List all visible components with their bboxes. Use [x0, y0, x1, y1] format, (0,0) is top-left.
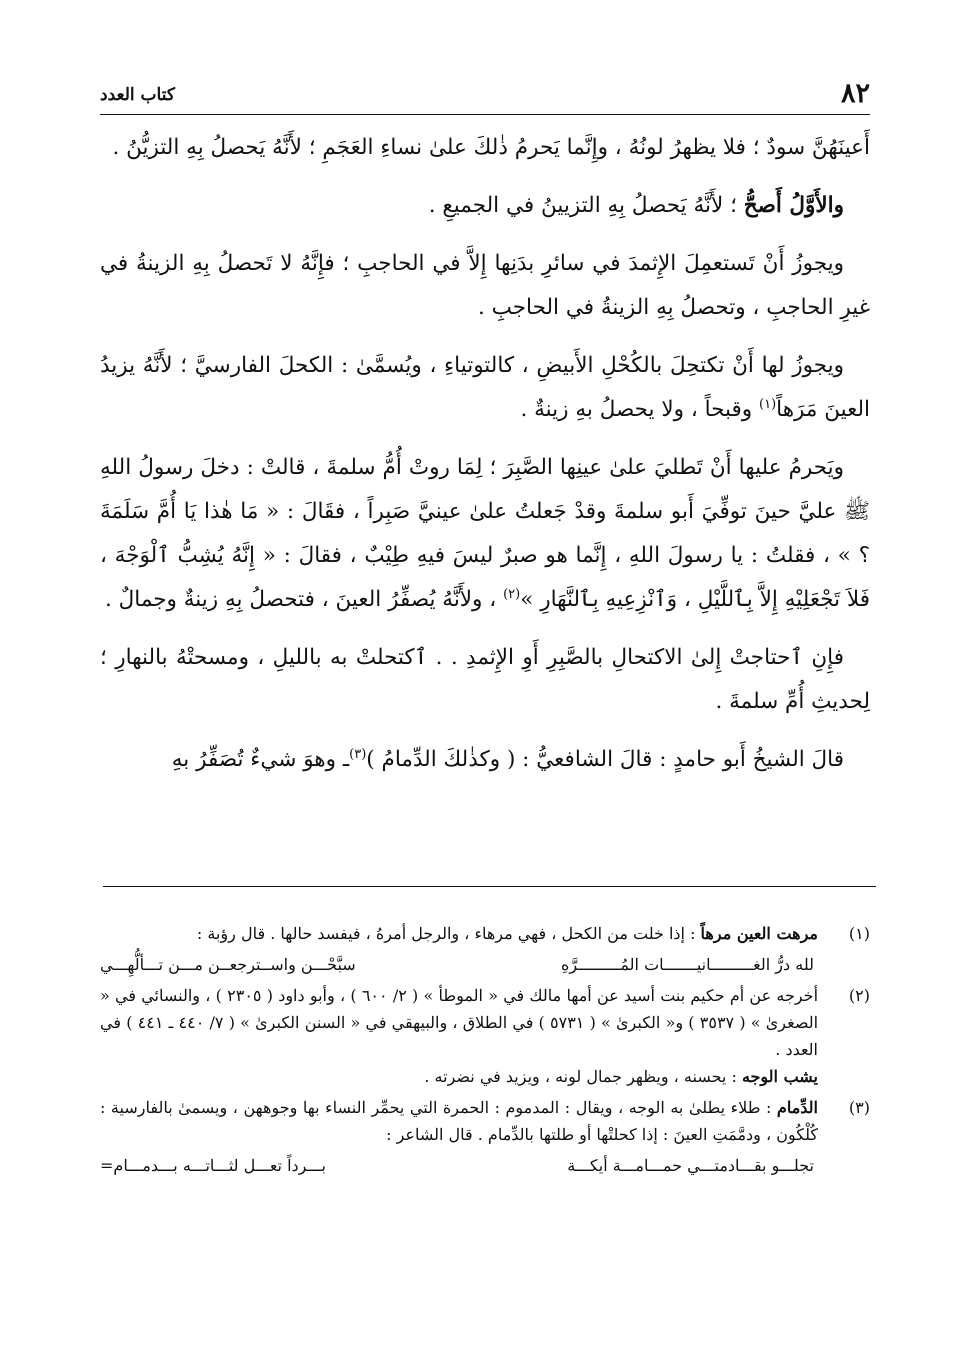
footnote-separator	[103, 886, 876, 887]
paragraph-7	[100, 738, 870, 782]
paragraph-4-text-a: ويجوزُ لها أَنْ تكتحِلَ بالكُحْلِ الأَبيضِ ، كالتوتياءِ ، ويُسمَّىٰ : الكحلَ الفارسيَّ ؛ لأَنَّهُ يزيدُ العينَ مَرَهاً	[100, 353, 870, 422]
footnote-ref-3[interactable]: (٣)	[349, 746, 367, 762]
footnote-term: الدِّمام	[776, 1098, 818, 1117]
paragraph-3-text: ويجوزُ أَنْ تَستعمِلَ الإِثمدَ في سائرِ بدَنِها إِلاَّ في الحاجبِ ؛ فإِنَّهُ لا تَحصلُ بِهِ الزينةُ في غيرِ الحاجبِ ، وتحصلُ بِهِ الزينةُ في الحاجبِ .	[100, 251, 870, 320]
paragraph-7-text-a: قالَ الشيخُ أَبو حامدٍ : قالَ الشافعيُّ : ( وكذٰلكَ الدِّمامُ )	[366, 747, 844, 772]
ruling-statement: والأَوَّلُ أَصحُّ	[743, 193, 844, 218]
verse-second-hemistich: بـــرداً تعـــل لثـــاتـــه بـــدمـــام=	[100, 1156, 326, 1175]
poetry-verse	[100, 1152, 818, 1179]
footnotes	[100, 920, 872, 1183]
paragraph-2-text: ؛ لأَنَّهُ يَحصلُ بِهِ التزيينُ في الجميعِ .	[428, 193, 744, 218]
paragraph-7-text-b: ـ وهوَ شيءٌ تُصَفِّرُ بهِ	[171, 747, 350, 772]
paragraph-2	[100, 184, 870, 228]
footnote-2	[100, 982, 872, 1090]
verse-first-hemistich: لله درُّ الغـــــــــانيـــــــات المُـــــــــرَّهِ	[561, 955, 814, 974]
footnote-gloss-text: : يحسنه ، ويظهر جمال لونه ، ويزيد في نضرته .	[424, 1067, 742, 1086]
paragraph-5-text-b: ، ولأَنَّهُ يُصفِّرُ العينَ ، فتحصلُ بِهِ زينةٌ وجمالٌ .	[104, 587, 504, 612]
footnote-number: (٢)	[848, 986, 870, 1005]
paragraph-6-text: فإِنِ ٱحتاجتْ إِلىٰ الاكتحالِ بالصَّبِرِ أَوِ الإِثمدِ . . ٱكتحلتْ به بالليلِ ، ومسحتْهُ بالنهارِ ؛ لِحديثِ أُمِّ سلمةَ .	[100, 645, 870, 714]
footnote-ref-2[interactable]: (٢)	[503, 586, 521, 602]
paragraph-4-text-b: وقبحاً ، ولا يحصلُ بهِ زينةٌ .	[520, 397, 759, 422]
poetry-verse	[100, 951, 818, 978]
paragraph-5	[100, 446, 870, 622]
footnote-3	[100, 1094, 872, 1179]
footnote-text: : إذا خلت من الكحل ، فهي مرهاء ، والرجل أمرهُ ، فيفسد حالها . قال رؤبة :	[196, 924, 701, 943]
paragraph-4	[100, 344, 870, 432]
footnote-gloss	[100, 1063, 818, 1090]
footnote-term: يشب الوجه	[741, 1067, 818, 1086]
footnote-number: (١)	[848, 924, 870, 943]
paragraph-1	[100, 126, 870, 170]
footnote-number: (٣)	[848, 1098, 870, 1117]
footnote-1	[100, 920, 872, 978]
footnote-text: : طلاء يطلىٰ به الوجه ، ويقال : المدموم : الحمرة التي يحمِّر النساء بها وجوههن ، ويسمىٰ بالفارسية : كُلْكُون ، ودمَّمَتِ العينَ : إذا كحلتْها أو طلتها بالدِّمام . قال الشاعر :	[100, 1098, 818, 1144]
chapter-title: كتاب العدد	[100, 85, 175, 105]
footnote-ref-1[interactable]: (١)	[759, 396, 777, 412]
paragraph-1-text: أَعينَهُنَّ سودٌ ؛ فلا يظهرُ لونُهُ ، وإِنَّما يَحرمُ ذٰلكَ علىٰ نساءِ العَجَمِ ؛ لأَنَّهُ يَحصلُ بِهِ التزيُّنُ .	[112, 135, 870, 160]
paragraph-6	[100, 636, 870, 724]
paragraph-3	[100, 242, 870, 330]
footnote-term: مرهت العين مرهاً	[700, 924, 818, 943]
paragraph-5-text-a: ويَحرمُ عليها أَنْ تَطليَ علىٰ عينِها الصَّبِرَ ؛ لِمَا روتْ أُمُّ سلمةَ ، قالتْ : دخلَ رسولُ اللهِ ﷺ عليَّ حينَ توفِّيَ أَبو سلمةَ وقدْ جَعلتُ علىٰ عينيَّ صَبِراً ، فقَالَ : « مَا هٰذا يَا أُمَّ سَلَمَةَ ؟ » ، فقلتُ : يا رسولَ اللهِ ، إِنَّما هو صبرٌ ليسَ فيهِ طِيْبٌ ، فقالَ : « إِنَّهُ يُشِبُّ ٱلْوَجْهَ ، فَلاَ تَجْعَلِيْهِ إِلاَّ بِٱللَّيْلِ ، وَٱنْزِعِيهِ بِٱلنَّهَارِ »	[100, 455, 870, 612]
footnote-text: أخرجه عن أم حكيم بنت أسيد عن أمها مالك في « الموطأ » ( ٢/ ٦٠٠ ) ، وأبو داود ( ٢٣٠٥ ) ، والنسائي في « الصغرىٰ » ( ٣٥٣٧ ) و« الكبرىٰ » ( ٥٧٣١ ) في الطلاق ، والبيهقي في « السنن الكبرىٰ » ( ٧/ ٤٤٠ ـ ٤٤١ ) في العدد .	[100, 986, 819, 1059]
running-header	[100, 78, 870, 115]
page-number: ٨٢	[840, 78, 870, 109]
main-text	[100, 126, 870, 796]
verse-first-hemistich: تجلـــو بقـــادمتـــي حمـــامـــة أيكـــة	[567, 1156, 814, 1175]
verse-second-hemistich: سبَّحْـــن واســترجعــن مـــن تـــألُّهِـــي	[100, 955, 356, 974]
